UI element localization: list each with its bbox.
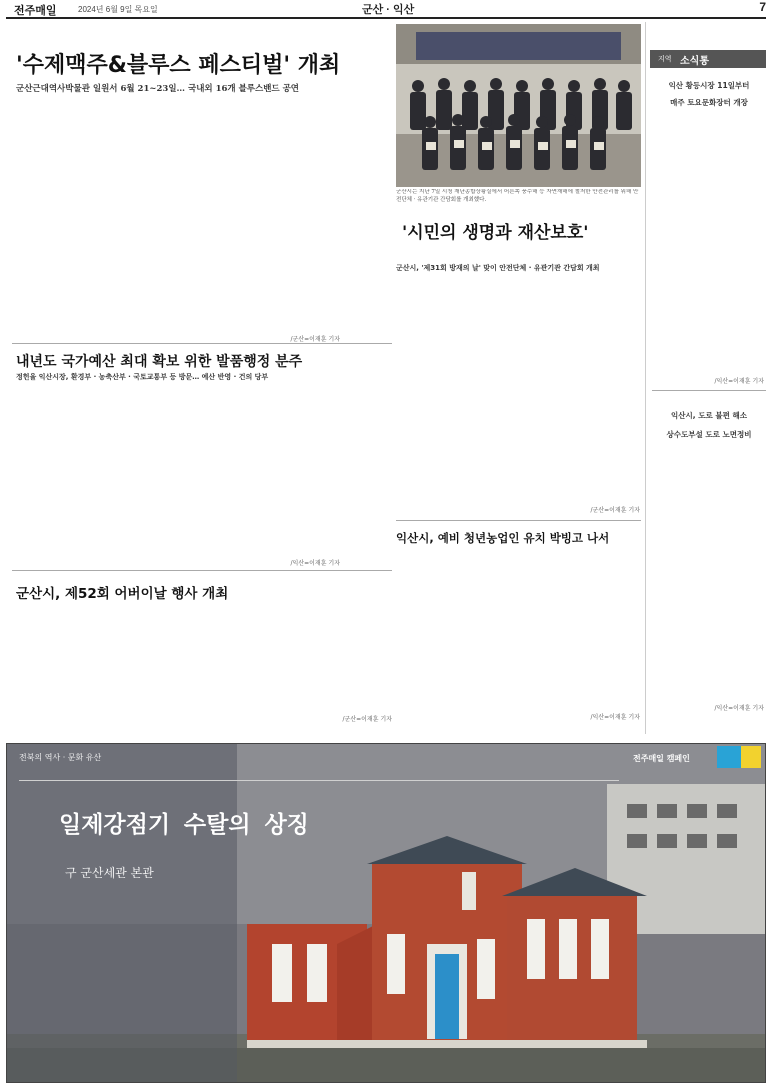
article5-headline: 익산시, 예비 청년농업인 유치 박빙고 나서 xyxy=(396,531,610,545)
campaign-accent-yellow xyxy=(741,746,761,768)
sidebar-story2-title2: 상수도부설 도로 노면정비 xyxy=(666,430,752,439)
article4-headline: '시민의 생명과 재산보호' xyxy=(402,223,589,243)
divider xyxy=(652,390,766,391)
campaign-accent-blue xyxy=(717,746,741,768)
heritage-feature xyxy=(6,743,766,1083)
sidebar-story2-body xyxy=(654,452,764,700)
sidebar-story1-body xyxy=(654,120,764,372)
sidebar-label: 소식통 xyxy=(680,56,709,67)
masthead-logo: 전주매일 xyxy=(14,5,57,17)
sidebar-story2-title1: 익산시, 도로 불편 해소 xyxy=(671,411,747,420)
page-header xyxy=(8,0,768,18)
article1-subhead: 군산근대역사박물관 일원서 6월 21~23일… 국내외 16개 블루스밴드 공연 xyxy=(16,84,300,94)
divider xyxy=(12,570,392,571)
article1-col1 xyxy=(16,108,116,343)
article5-col2 xyxy=(522,560,640,710)
campaign-label: 전주매일 캠페인 xyxy=(633,754,690,763)
article4-col2 xyxy=(522,283,640,505)
article2-headline: 내년도 국가예산 최대 확보 위한 발품행정 분주 xyxy=(16,354,303,370)
sidebar-separator xyxy=(645,22,646,734)
section-name: 군산 · 익산 xyxy=(362,4,415,16)
group-photo xyxy=(396,24,641,187)
sidebar-label-bar xyxy=(650,50,766,68)
page-number: 7 xyxy=(759,0,766,14)
divider xyxy=(396,520,641,521)
feature-subtitle: 구 군산세관 본관 xyxy=(65,866,154,880)
article3-col2 xyxy=(145,603,265,733)
article3-col1 xyxy=(16,603,136,733)
divider xyxy=(12,343,392,344)
article1-col3 xyxy=(230,108,340,333)
sidebar-story1-title1: 익산 황등시장 11일부터 xyxy=(668,81,750,90)
article2-subhead: 정헌율 익산시장, 환경부 · 농축산부 · 국토교통부 등 방문… 예산 반영 · 건의 당부 xyxy=(16,373,269,381)
feature-title: 일제강점기 수탈의 상징 xyxy=(59,812,309,838)
issue-date: 2024년 6월 9일 목요일 xyxy=(78,5,158,14)
feature-rule xyxy=(19,780,619,781)
group-photo-illustration xyxy=(396,24,641,187)
sidebar-story2-byline: /익산=이재훈 기자 xyxy=(714,705,764,712)
article2-col2 xyxy=(123,390,223,560)
article5-byline: /익산=이재훈 기자 xyxy=(590,714,640,721)
sidebar-story1-byline: /익산=이재훈 기자 xyxy=(714,378,764,385)
article2-col3 xyxy=(230,390,340,558)
article4-subhead: 군산시, '제31회 방재의 날' 맞이 안전단체 · 유관기관 간담회 개최 xyxy=(396,264,600,272)
article2-col1 xyxy=(16,390,116,560)
article1-headline: '수제맥주&블루스 페스티벌' 개최 xyxy=(16,53,341,78)
article2-byline: /익산=이재훈 기자 xyxy=(290,560,340,567)
article3-byline: /군산=이재훈 기자 xyxy=(342,716,392,723)
sidebar-story1-title2: 매주 토요문화장터 개장 xyxy=(670,98,748,107)
article3-headline: 군산시, 제52회 어버이날 행사 개최 xyxy=(16,586,229,602)
sidebar-label-prefix: 지역 xyxy=(658,56,672,63)
article4-byline: /군산=이재훈 기자 xyxy=(590,507,640,514)
feature-series-label: 전북의 역사 · 문화 유산 xyxy=(19,753,102,762)
article4-col1 xyxy=(396,283,514,513)
campaign-badge xyxy=(633,752,715,766)
group-photo-caption: 군산시는 지난 7일 시청 재난종합상황실에서 어른쪽 풍수해 등 자연재해에 철저한 안전관리를 위해 안전단체 · 유관기관 간담회를 개최했다. xyxy=(396,189,639,203)
article1-byline: /군산=이재훈 기자 xyxy=(290,336,340,343)
header-rule xyxy=(6,17,766,19)
article5-col1 xyxy=(396,560,514,718)
article1-col2 xyxy=(123,108,223,343)
feature-body xyxy=(65,886,240,1066)
